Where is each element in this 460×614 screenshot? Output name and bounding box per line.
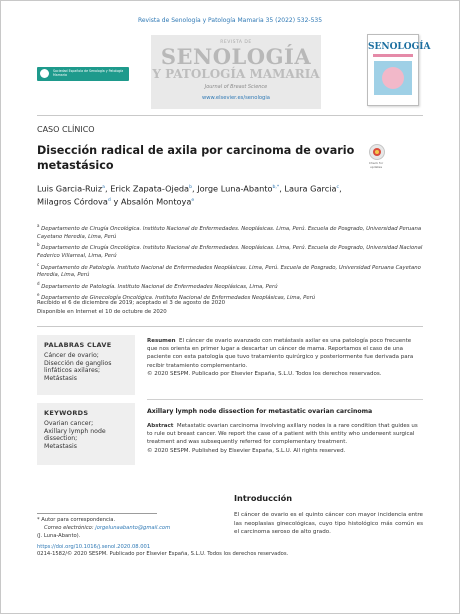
affiliation-text: Departamento de Patología. Instituto Nacional de Enfermedades Neoplásicas, Lima, Perú — [41, 283, 278, 290]
keywords-es-box — [37, 335, 135, 395]
abstract-en-title: Axillary lymph node dissection for metastatic ovarian carcinoma — [147, 408, 373, 415]
author-separator: , — [104, 183, 111, 194]
abstract-es — [147, 337, 423, 378]
online-date: Disponible en Internet el 10 de octubre de 2020 — [37, 308, 167, 315]
doi-link[interactable]: https://doi.org/10.1016/j.senol.2020.08.001 — [37, 544, 151, 550]
affiliation-text: Departamento de Patología. Instituto Nacional de Enfermedades Neoplásicas. Lima, Perú. Escuela de Posgrado, Universidad Peruana Cayetano Heredia, Lima, Perú — [37, 264, 421, 279]
abstract-en-label: Abstract — [147, 423, 174, 429]
author-affiliation-mark[interactable]: c — [336, 185, 340, 190]
journal-reference[interactable]: Revista de Senología y Patología Mamaria 35 (2022) 532-535 — [137, 17, 323, 24]
affiliation-text: Departamento de Cirugía Oncológica. Instituto Nacional de Enfermedades. Neoplásicas. Lima, Perú. Escuela de Posgrado, Universidad Peruana Cayetano Heredia, Lima, Perú — [37, 225, 422, 240]
check-for-updates-label: Check for updates — [368, 161, 384, 169]
introduction-heading: Introducción — [234, 493, 293, 503]
keywords-en-box — [37, 403, 135, 465]
masthead-revista: REVISTA DE — [220, 40, 252, 45]
masthead-journal-name: Journal of Breast Science — [204, 84, 268, 90]
affiliation-mark: c — [37, 261, 40, 267]
keywords-es-heading: PALABRAS CLAVE — [44, 341, 112, 349]
article-dates — [37, 299, 423, 316]
article-section-label: CASO CLÍNICO — [37, 125, 95, 134]
keyword-item: Metastasis — [44, 442, 77, 450]
affiliation-text: Departamento de Ginecología Oncológica. Instituto Nacional de Enfermedades Neoplásicas, Lima, Perú — [41, 294, 316, 301]
affiliation-mark: d — [37, 280, 40, 286]
author-affiliation-mark[interactable]: a — [102, 185, 105, 190]
check-for-updates-icon[interactable] — [369, 144, 385, 160]
society-logo-icon — [40, 69, 49, 78]
affiliation-item — [37, 222, 423, 241]
journal-cover-thumbnail[interactable] — [367, 34, 431, 106]
author-name[interactable]: Absalón Montoya — [120, 196, 192, 207]
issn-copyright-line: 0214-1582/© 2020 SESPM. Publicado por Elsevier España, S.L.U. Todos los derechos reservados. — [37, 551, 289, 558]
cover-image-detail — [382, 67, 404, 89]
author-separator: , — [339, 183, 342, 194]
author-name[interactable]: Luis Garcia-Ruiz — [37, 183, 103, 194]
society-logo-text: Sociedad Española de Senología y Patología Mamaria — [53, 69, 124, 78]
affiliation-mark: b — [37, 242, 40, 248]
abstract-es-text: El cáncer de ovario avanzado con metástasis axilar es una patología poco frecuente que nos orienta en primer lugar a descartar un cáncer de mama. Reportamos el caso de una paciente con esta patología que tuvo tratamiento quirúrgico y posteriormente fue derivada para recibir tratamiento complementario. — [147, 338, 414, 369]
correspondence-note — [37, 516, 227, 540]
keyword-item: Disección de ganglios — [44, 359, 112, 367]
crossmark-center — [375, 150, 379, 154]
abstract-separator — [147, 399, 423, 400]
journal-masthead — [151, 35, 321, 109]
abstract-divider — [37, 326, 423, 327]
correspondence-email-link[interactable]: jorgelunaabanto@gmail.com — [95, 525, 171, 531]
affiliation-mark: e — [37, 292, 40, 298]
email-label: Correo electrónico: — [44, 525, 94, 531]
author-affiliation-mark[interactable]: e — [191, 197, 195, 203]
keywords-en-list — [44, 420, 128, 450]
society-logo — [37, 67, 129, 81]
author-separator: , — [279, 183, 285, 194]
correspondence-name: (J. Luna-Abanto). — [37, 533, 81, 539]
received-accepted-dates: Recibido el 6 de diciembre de 2019; aceptado el 3 de agosto de 2020 — [37, 300, 226, 306]
author-affiliation-mark[interactable]: b,* — [272, 185, 280, 190]
abstract-es-copyright: © 2020 SESPM. Publicado por Elsevier España, S.L.U. Todos los derechos reservados. — [147, 370, 382, 377]
correspondence-email-line — [37, 524, 227, 532]
author-affiliation-mark[interactable]: b — [189, 185, 192, 190]
keywords-en-heading: KEYWORDS — [44, 409, 89, 417]
correspondence-line: * Autor para correspondencia. — [37, 517, 116, 523]
keywords-es-list — [44, 352, 128, 382]
affiliation-item — [37, 280, 423, 291]
affiliation-mark: a — [37, 223, 40, 228]
author-affiliation-mark[interactable]: d — [107, 197, 111, 203]
author-name[interactable]: Jorge Luna-Abanto — [197, 183, 273, 194]
keyword-item: Cáncer de ovario; — [44, 352, 99, 359]
author-name[interactable]: Milagros Córdova — [37, 196, 108, 207]
article-title: Disección radical de axila por carcinoma de ovario metastásico — [37, 144, 355, 172]
abstract-en-copyright: © 2020 SESPM. Published by Elsevier España, S.L.U. All rights reserved. — [147, 447, 346, 454]
keyword-item: dissection; — [44, 435, 78, 443]
masthead-url[interactable]: www.elsevier.es/senologia — [202, 95, 270, 101]
masthead-patologia: Y PATOLOGÍA MAMARIA — [152, 67, 320, 81]
masthead-senologia: SENOLOGÍA — [160, 44, 312, 69]
author-separator: , — [192, 183, 198, 194]
affiliations — [37, 222, 423, 302]
cover-accent-bar — [373, 54, 413, 57]
author-name[interactable]: Erick Zapata-Ojeda — [110, 183, 190, 194]
author-list — [37, 182, 423, 207]
affiliation-item — [37, 261, 423, 280]
cover-title: SENOLOGÍA — [368, 42, 431, 52]
introduction-text: El cáncer de ovario es el quinto cáncer con mayor incidencia entre las neoplasias ginecológicas, cuyo tipo histológico más común es el carcinoma seroso de alto grado. — [234, 512, 423, 536]
author-last-joiner: y — [110, 196, 121, 207]
abstract-en-text: Metastatic ovarian carcinoma involving axillary nodes is a rare condition that guides us to rule out breast cancer. We report the case of a patient with this entity who underwent surgical treatment and was subsequently referred for complementary treatment. — [147, 423, 418, 446]
abstract-es-label: Resumen — [147, 338, 176, 344]
keyword-item: Axillary lymph node — [44, 427, 106, 435]
affiliation-item — [37, 241, 423, 260]
abstract-en — [147, 422, 423, 455]
keyword-item: Metástasis — [44, 374, 77, 382]
keyword-item: Ovarian cancer; — [44, 420, 94, 427]
footnote-rule — [37, 513, 157, 514]
keyword-item: linfáticos axilares; — [44, 367, 101, 375]
affiliation-text: Departamento de Cirugía Oncológica. Instituto Nacional de Enfermedades. Neoplásicas. Lima, Perú. Escuela de Posgrado, Universidad Nacional Federico Villarreal, Lima, Perú — [37, 245, 423, 260]
doi-footer — [37, 544, 423, 559]
author-name[interactable]: Laura Garcia — [284, 183, 337, 194]
header-divider — [37, 115, 423, 116]
